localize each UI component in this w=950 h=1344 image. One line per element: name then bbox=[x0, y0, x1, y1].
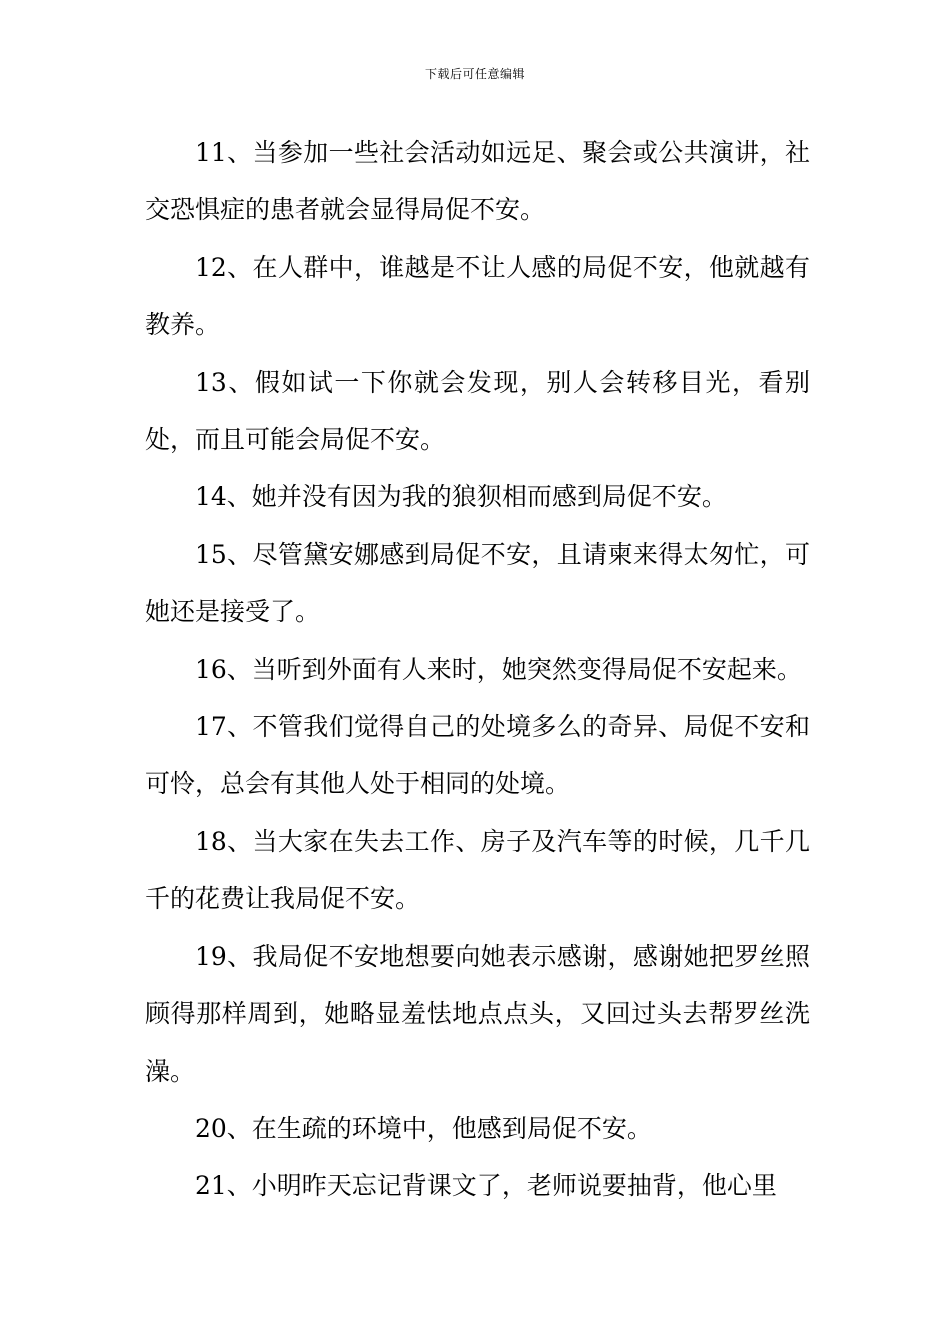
paragraph-13: 13、假如试一下你就会发现，别人会转移目光，看别处，而且可能会局促不安。 bbox=[145, 367, 810, 455]
paragraph-19: 19、我局促不安地想要向她表示感谢，感谢她把罗丝照顾得那样周到，她略显羞怯地点点头，又回过头去帮罗丝洗澡。 bbox=[145, 941, 810, 1086]
paragraph-11: 11、当参加一些社会活动如远足、聚会或公共演讲，社交恐惧症的患者就会显得局促不安。 bbox=[145, 138, 810, 225]
paragraph-18: 18、当大家在失去工作、房子及汽车等的时候，几千几千的花费让我局促不安。 bbox=[145, 826, 810, 914]
paragraph-15: 15、尽管黛安娜感到局促不安，且请柬来得太匆忙，可她还是接受了。 bbox=[145, 539, 810, 627]
page-header: 下载后可任意编辑 bbox=[424, 67, 525, 81]
paragraph-20: 20、在生疏的环境中，他感到局促不安。 bbox=[195, 1113, 652, 1143]
paragraph-12: 12、在人群中，谁越是不让人感的局促不安，他就越有教养。 bbox=[145, 252, 810, 340]
paragraph-14: 14、她并没有因为我的狼狈相而感到局促不安。 bbox=[195, 482, 727, 512]
paragraph-16: 16、当听到外面有人来时，她突然变得局促不安起来。 bbox=[195, 654, 802, 684]
paragraph-21: 21、小明昨天忘记背课文了，老师说要抽背，他心里 bbox=[195, 1171, 777, 1201]
paragraph-17: 17、不管我们觉得自己的处境多么的奇异、局促不安和可怜，总会有其他人处于相同的处境。 bbox=[145, 712, 810, 799]
document-body bbox=[145, 124, 810, 1215]
